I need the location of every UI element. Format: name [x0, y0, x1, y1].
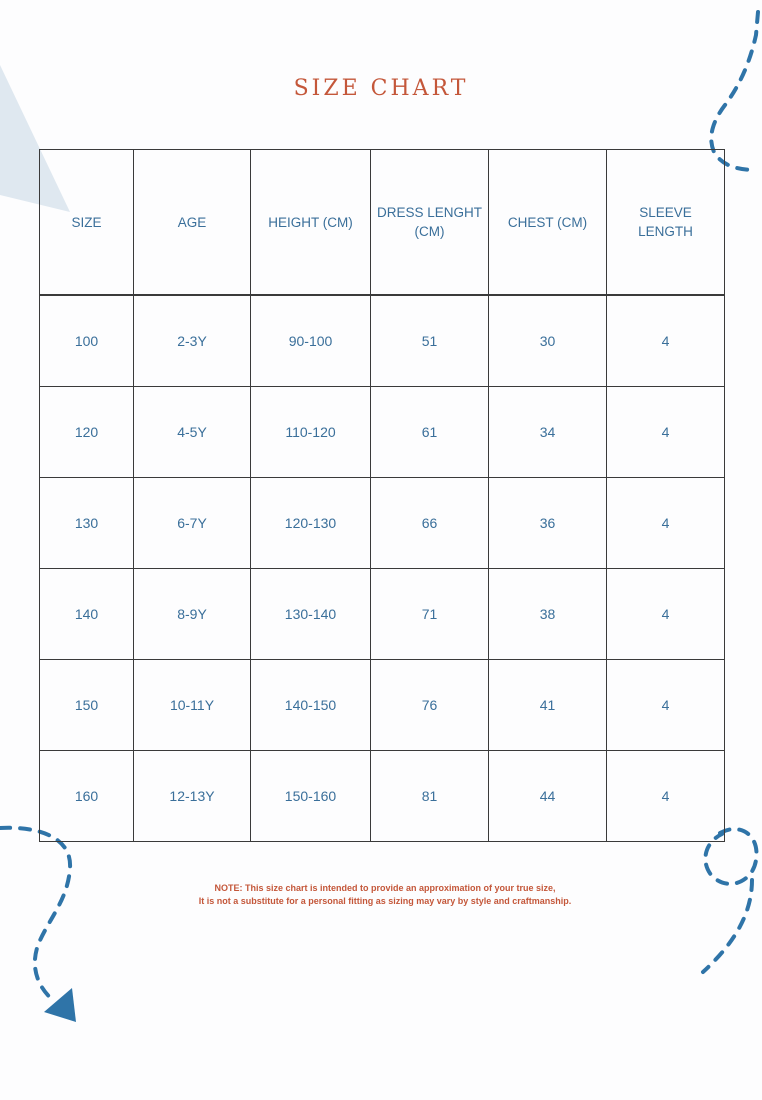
header-height: HEIGHT (CM): [251, 150, 371, 296]
table-row: [40, 387, 725, 478]
cell-sleeve-length: 4: [607, 751, 725, 842]
cell-size: 130: [40, 478, 134, 569]
cell-chest: 41: [489, 660, 607, 751]
cell-chest: 30: [489, 295, 607, 387]
sizing-note: [0, 882, 762, 908]
cell-height: 130-140: [251, 569, 371, 660]
cell-size: 140: [40, 569, 134, 660]
cell-height: 110-120: [251, 387, 371, 478]
cell-sleeve-length: 4: [607, 387, 725, 478]
cell-sleeve-length: 4: [607, 295, 725, 387]
header-sleeve-length: SLEEVE LENGTH: [607, 150, 725, 296]
cell-size: 150: [40, 660, 134, 751]
cell-age: 8-9Y: [134, 569, 251, 660]
cell-chest: 44: [489, 751, 607, 842]
table-row: [40, 569, 725, 660]
page-title: SIZE CHART: [293, 76, 469, 101]
cell-height: 150-160: [251, 751, 371, 842]
table-row: [40, 478, 725, 569]
cell-sleeve-length: 4: [607, 478, 725, 569]
cell-age: 12-13Y: [134, 751, 251, 842]
cell-dress-length: 66: [371, 478, 489, 569]
cell-chest: 34: [489, 387, 607, 478]
cell-dress-length: 71: [371, 569, 489, 660]
cell-height: 120-130: [251, 478, 371, 569]
cell-dress-length: 81: [371, 751, 489, 842]
table-header-row: [40, 150, 725, 296]
size-chart-table: [39, 149, 725, 842]
header-dress-length: DRESS LENGHT (CM): [371, 150, 489, 296]
cell-dress-length: 61: [371, 387, 489, 478]
cell-sleeve-length: 4: [607, 660, 725, 751]
cell-dress-length: 76: [371, 660, 489, 751]
cell-dress-length: 51: [371, 295, 489, 387]
left-dashed-curve: [0, 828, 70, 1002]
cell-height: 140-150: [251, 660, 371, 751]
cell-age: 4-5Y: [134, 387, 251, 478]
cell-size: 120: [40, 387, 134, 478]
cell-age: 2-3Y: [134, 295, 251, 387]
cell-size: 160: [40, 751, 134, 842]
note-line-1: NOTE: This size chart is intended to provide an approximation of your true size,: [214, 883, 556, 893]
cell-age: 10-11Y: [134, 660, 251, 751]
cell-height: 90-100: [251, 295, 371, 387]
cell-chest: 36: [489, 478, 607, 569]
arrowhead-triangle-icon: [44, 988, 76, 1022]
header-age: AGE: [134, 150, 251, 296]
cell-size: 100: [40, 295, 134, 387]
cell-age: 6-7Y: [134, 478, 251, 569]
cell-chest: 38: [489, 569, 607, 660]
table-row: [40, 295, 725, 387]
header-size: SIZE: [40, 150, 134, 296]
note-line-2: It is not a substitute for a personal fitting as sizing may vary by style and craftmanship.: [198, 896, 572, 906]
table-row: [40, 660, 725, 751]
header-chest: CHEST (CM): [489, 150, 607, 296]
cell-sleeve-length: 4: [607, 569, 725, 660]
table-row: [40, 751, 725, 842]
